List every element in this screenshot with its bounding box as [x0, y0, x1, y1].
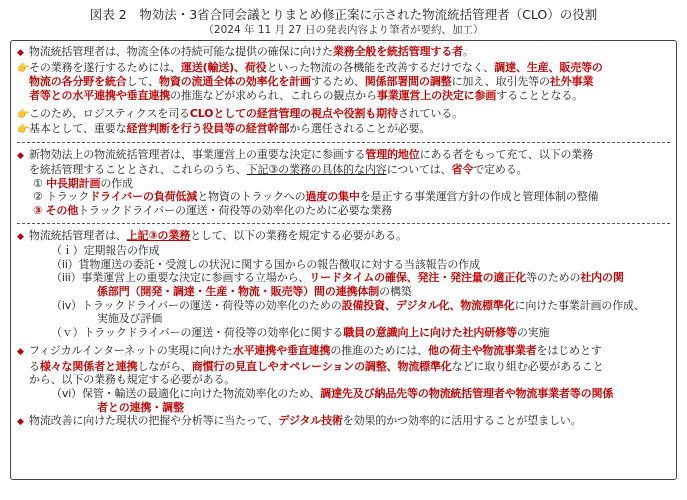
s3-item-iv-2: 実施及び評価	[97, 312, 163, 326]
figure-subtitle: （2024 年 11 月 27 日の発表内容より筆者が要約、加工）	[203, 24, 484, 36]
s3-line-3: る様々な関係者と連携しながら、商慣行の見直しやオペレーションの調整、物流標準化などに取り組む必要があること	[29, 359, 604, 373]
s2-item-2: ② トラックドライバーの負荷低減と物資のトラックへの過度の集中を是正する事業運営方針の作成と管理体制の整備	[33, 190, 599, 204]
s3-line-4: から、以下の業務も規定する必要がある。	[29, 373, 236, 387]
s2-item-1: ① 中長期計画の作成	[33, 176, 133, 190]
s1-line-2: 👉その業務を遂行するためには、運送(輸送)、荷役といった物流の各機能を改善するだけでなく、調達、生産、販売等の	[17, 60, 603, 74]
diamond-icon: ◆	[17, 150, 24, 161]
pointing-hand-icon: 👉	[17, 123, 30, 135]
s2-item-3: ③ その他トラックドライバーの運送・荷役等の効率化のために必要な業務	[33, 203, 392, 217]
s2-line-2: を統括管理することとされ、これらのうち、下記③の業務の具体的な内容については、省令で定める。	[29, 163, 528, 177]
s3-item-iv-1: （iv）トラックドライバーの運送・荷役等の効率化のための設備投資、デジタル化、物流標準化に向けた事業計画の作成、	[51, 298, 645, 312]
pointing-hand-icon: 👉	[17, 109, 30, 121]
diamond-icon: ◆	[17, 347, 24, 358]
content-panel	[10, 40, 677, 480]
s3-line-1: ◆ 物流統括管理者は、上記③の業務として、以下の業務を規定する必要がある。	[17, 229, 670, 245]
s3-item-ii: （ii）貨物運送の委託・受渡しの状況に関する国からの報告徴収に対する当該報告の作成	[51, 257, 480, 271]
s3-item-vi-2: 者との連携・調整	[97, 400, 184, 414]
diamond-icon: ◆	[17, 48, 24, 58]
s1-line-1: ◆ 物流統括管理者は、物流全体の持続可能な提供の確保に向けた業務全般を統括管理する者。	[17, 45, 670, 61]
s3-line-2: ◆ フィジカルインターネットの実現に向けた水平連携や垂直連携の推進のためには、他の荷主や物流事業者をはじめとす	[17, 344, 670, 360]
s2-line-1: ◆ 新物効法上の物流統括管理者は、事業運営上の重要な決定に参画する管理的地位にある者をもって充て、以下の業務	[17, 148, 670, 164]
s3-item-v: （ｖ）トラックドライバーの運送・荷役等の効率化に関する職員の意識向上に向けた社内研修等の実施	[51, 325, 550, 339]
s3-item-vi-1: （vi）保管・輸送の最適化に向けた物流効率化のため、調達先及び納品先等の物流統括管理者や物流事業者等の関係	[51, 387, 614, 401]
s1-line-5: 👉このため、ロジスティクスを司るCLOとしての経営管理の視点や役割も期待されている。	[17, 107, 463, 121]
diamond-icon: ◆	[17, 417, 24, 428]
figure-title: 図表 2 物効法・3省合同会議とりまとめ修正案に示された物流統括管理者（CLO）の役割	[89, 7, 598, 22]
s3-item-iii-1: （iii）事業運営上の重要な決定に参画する立場から、リードタイムの確保、発注・発注量の適正化等のための社内の関	[51, 271, 624, 285]
pointing-hand-icon: 👉	[17, 62, 30, 74]
s1-line-3: 物流の各分野を統合して、物資の流通全体の効率化を計画するため、関係部署間の調整に加え、取引先等の社外事業	[29, 75, 594, 89]
s3-line-5: ◆ 物流改善に向けた現状の把握や分析等に当たって、デジタル技術を効果的かつ効率的に活用することが望ましい。	[17, 414, 670, 430]
diamond-icon: ◆	[17, 231, 24, 242]
divider	[17, 223, 670, 224]
s3-item-i: （ｉ）定期報告の作成	[51, 244, 160, 258]
s3-item-iii-2: 係部門（開発・調達・生産・物流・販売等）間の連携体制の構築	[97, 284, 412, 298]
divider	[17, 142, 670, 143]
s1-line-4: 者等との水平連携や垂直連携の推進などが求められ、これらの観点から事業運営上の決定に参画することとなる。	[29, 88, 584, 102]
s1-line-6: 👉基本として、重要な経営判断を行う役員等の経営幹部から選任されることが必要。	[17, 121, 431, 135]
